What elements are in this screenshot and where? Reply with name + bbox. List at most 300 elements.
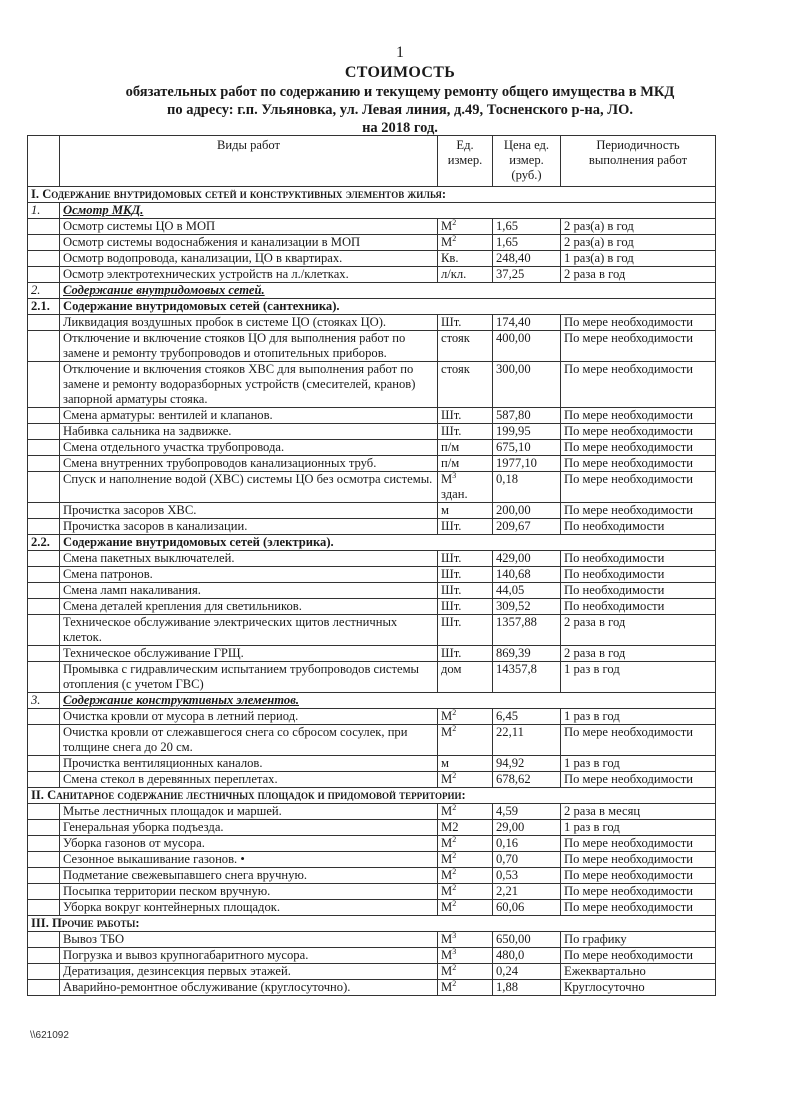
section-title: II. Санитарное содержание лестничных площадок и придомовой территории:: [28, 788, 716, 804]
price-value: 400,00: [493, 331, 561, 362]
header-period-label-2: выполнения работ: [588, 153, 688, 167]
work-name: Очистка кровли от мусора в летний период.: [60, 709, 438, 725]
periodicity-value: 1 раз в год: [561, 820, 716, 836]
unit-value: М: [441, 948, 453, 962]
work-name: Уборка вокруг контейнерных площадок.: [60, 900, 438, 916]
unit-cell: [438, 567, 493, 583]
table-row: [28, 836, 716, 852]
row-number: [28, 472, 60, 503]
table-row: [28, 567, 716, 583]
work-name: Прочистка засоров ХВС.: [60, 503, 438, 519]
table-row: [28, 900, 716, 916]
price-value: 37,25: [493, 267, 561, 283]
work-name: Уборка газонов от мусора.: [60, 836, 438, 852]
work-name: Смена пакетных выключателей.: [60, 551, 438, 567]
work-name: Спуск и наполнение водой (ХВС) системы ЦО без осмотра системы.: [60, 472, 438, 503]
price-value: 14357,8: [493, 662, 561, 693]
price-value: 209,67: [493, 519, 561, 535]
periodicity-value: По мере необходимости: [561, 836, 716, 852]
periodicity-value: По мере необходимости: [561, 472, 716, 503]
table-row: [28, 362, 716, 408]
unit-value: Шт.: [441, 646, 462, 660]
periodicity-value: По необходимости: [561, 567, 716, 583]
unit-cell: [438, 551, 493, 567]
price-value: 29,00: [493, 820, 561, 836]
unit-superscript: 2: [452, 707, 457, 717]
work-name: Набивка сальника на задвижке.: [60, 424, 438, 440]
unit-superscript: 2: [452, 217, 457, 227]
work-name: Вывоз ТБО: [60, 932, 438, 948]
unit-superscript: 2: [452, 962, 457, 972]
unit-value: п/м: [441, 456, 460, 470]
unit-value: М: [441, 932, 453, 946]
work-name: Осмотр МКД.: [60, 203, 716, 219]
unit-superscript: 2: [452, 802, 457, 812]
header-unit-label-2: измер.: [447, 153, 483, 167]
row-number: [28, 646, 60, 662]
table-row: [28, 440, 716, 456]
periodicity-value: 1 раз в год: [561, 662, 716, 693]
unit-value: Шт.: [441, 408, 462, 422]
periodicity-value: Круглосуточно: [561, 980, 716, 996]
work-name: Техническое обслуживание ГРЩ.: [60, 646, 438, 662]
unit-cell: [438, 868, 493, 884]
row-number: [28, 583, 60, 599]
periodicity-value: По мере необходимости: [561, 362, 716, 408]
price-value: 199,95: [493, 424, 561, 440]
row-number: [28, 503, 60, 519]
unit-cell: [438, 472, 493, 503]
unit-cell: [438, 756, 493, 772]
work-name: Смена патронов.: [60, 567, 438, 583]
periodicity-value: По необходимости: [561, 519, 716, 535]
periodicity-value: 2 раз(а) в год: [561, 219, 716, 235]
row-number: [28, 932, 60, 948]
price-value: 2,21: [493, 884, 561, 900]
unit-cell: [438, 932, 493, 948]
row-number: [28, 599, 60, 615]
periodicity-value: По графику: [561, 932, 716, 948]
unit-cell: [438, 772, 493, 788]
table-row: [28, 884, 716, 900]
work-name: Посыпка территории песком вручную.: [60, 884, 438, 900]
table-row: [28, 408, 716, 424]
header-work-type: [60, 136, 438, 187]
row-number: [28, 315, 60, 331]
price-value: 248,40: [493, 251, 561, 267]
periodicity-value: 1 раз в год: [561, 709, 716, 725]
table-row: [28, 964, 716, 980]
unit-value: п/м: [441, 440, 460, 454]
table-row: [28, 424, 716, 440]
work-name: Смена деталей крепления для светильников.: [60, 599, 438, 615]
table-row: [28, 852, 716, 868]
row-number: [28, 852, 60, 868]
work-name: Осмотр электротехнических устройств на л./клетках.: [60, 267, 438, 283]
unit-value: Шт.: [441, 615, 462, 629]
price-value: 300,00: [493, 362, 561, 408]
price-value: 675,10: [493, 440, 561, 456]
price-value: 0,24: [493, 964, 561, 980]
unit-cell: [438, 900, 493, 916]
row-number: [28, 948, 60, 964]
work-name: Смена внутренних трубопроводов канализационных труб.: [60, 456, 438, 472]
unit-value: Шт.: [441, 583, 462, 597]
unit-superscript: 2: [452, 898, 457, 908]
unit-cell: [438, 646, 493, 662]
unit-value: м: [441, 503, 449, 517]
unit-value: М2: [441, 820, 459, 834]
unit-value: М: [441, 980, 453, 994]
unit-superscript: 2: [452, 850, 457, 860]
table-row: [28, 551, 716, 567]
work-name: Осмотр водопровода, канализации, ЦО в квартирах.: [60, 251, 438, 267]
unit-value: М: [441, 772, 453, 786]
table-body: [28, 187, 716, 996]
subsection-row: [28, 693, 716, 709]
periodicity-value: По мере необходимости: [561, 948, 716, 964]
row-number: 1.: [28, 203, 60, 219]
row-number: 3.: [28, 693, 60, 709]
table-row: [28, 251, 716, 267]
row-number: [28, 820, 60, 836]
price-value: 1,88: [493, 980, 561, 996]
periodicity-value: 1 раз в год: [561, 756, 716, 772]
price-value: 140,68: [493, 567, 561, 583]
section-title: III. Прочие работы:: [28, 916, 716, 932]
periodicity-value: По мере необходимости: [561, 772, 716, 788]
table-row: [28, 583, 716, 599]
table-row: [28, 820, 716, 836]
unit-value: М: [441, 219, 453, 233]
table-row: [28, 315, 716, 331]
unit-superscript: 2: [452, 978, 457, 988]
price-value: 4,59: [493, 804, 561, 820]
price-value: 0,70: [493, 852, 561, 868]
row-number: [28, 567, 60, 583]
unit-cell: [438, 267, 493, 283]
header-periodicity: [561, 136, 716, 187]
periodicity-value: По мере необходимости: [561, 868, 716, 884]
table-header-row: [28, 136, 716, 187]
row-number: 2.: [28, 283, 60, 299]
row-number: [28, 440, 60, 456]
subtitle-line-1: обязательных работ по содержанию и текущему ремонту общего имущества в МКД: [125, 84, 675, 100]
cost-table: [27, 135, 716, 996]
unit-value-line-2: здан.: [441, 487, 468, 501]
price-value: 1,65: [493, 219, 561, 235]
periodicity-value: 2 раза в месяц: [561, 804, 716, 820]
unit-cell: [438, 408, 493, 424]
unit-value: М: [441, 868, 453, 882]
unit-value: М: [441, 964, 453, 978]
price-value: 869,39: [493, 646, 561, 662]
periodicity-value: По мере необходимости: [561, 900, 716, 916]
header-price-label-3: (руб.): [511, 168, 542, 182]
table-row: [28, 772, 716, 788]
periodicity-value: Ежеквартально: [561, 964, 716, 980]
table-row: [28, 235, 716, 251]
header-price-label-2: измер.: [509, 153, 544, 167]
work-name: Прочистка вентиляционных каналов.: [60, 756, 438, 772]
row-number: [28, 219, 60, 235]
unit-cell: [438, 964, 493, 980]
periodicity-value: По необходимости: [561, 599, 716, 615]
price-value: 200,00: [493, 503, 561, 519]
header-price-label-1: Цена ед.: [503, 138, 550, 152]
row-number: [28, 836, 60, 852]
work-name: Дератизация, дезинсекция первых этажей.: [60, 964, 438, 980]
unit-value: Шт.: [441, 599, 462, 613]
unit-value: м: [441, 756, 449, 770]
table-row: [28, 725, 716, 756]
subsection-row: [28, 535, 716, 551]
row-number: [28, 331, 60, 362]
unit-value: Шт.: [441, 567, 462, 581]
row-number: [28, 251, 60, 267]
unit-value: Шт.: [441, 315, 462, 329]
price-value: 429,00: [493, 551, 561, 567]
work-name: Осмотр системы ЦО в МОП: [60, 219, 438, 235]
unit-cell: [438, 820, 493, 836]
unit-value: Кв.: [441, 251, 459, 265]
unit-cell: [438, 599, 493, 615]
unit-cell: [438, 456, 493, 472]
header-price: [493, 136, 561, 187]
periodicity-value: 2 раза в год: [561, 615, 716, 646]
table-row: [28, 267, 716, 283]
subtitle-line-3: на 2018 год.: [362, 120, 438, 136]
unit-value: дом: [441, 662, 462, 676]
row-number: [28, 884, 60, 900]
work-name: Смена арматуры: вентилей и клапанов.: [60, 408, 438, 424]
unit-superscript: 2: [452, 866, 457, 876]
unit-value: М: [441, 472, 453, 486]
periodicity-value: По мере необходимости: [561, 456, 716, 472]
row-number: [28, 235, 60, 251]
row-number: [28, 980, 60, 996]
unit-cell: [438, 503, 493, 519]
row-number: [28, 756, 60, 772]
table-row: [28, 599, 716, 615]
unit-value: М: [441, 852, 453, 866]
periodicity-value: По мере необходимости: [561, 503, 716, 519]
periodicity-value: 2 раза в год: [561, 646, 716, 662]
unit-cell: [438, 440, 493, 456]
table-row: [28, 932, 716, 948]
work-name: Содержание внутридомовых сетей (сантехника).: [60, 299, 716, 315]
work-name: Смена отдельного участка трубопровода.: [60, 440, 438, 456]
header-period-label-1: Периодичность: [596, 138, 680, 152]
unit-value: М: [441, 235, 453, 249]
unit-value: стояк: [441, 331, 470, 345]
row-number: 2.1.: [28, 299, 60, 315]
unit-cell: [438, 615, 493, 646]
price-value: 480,0: [493, 948, 561, 964]
price-value: 94,92: [493, 756, 561, 772]
table-row: [28, 219, 716, 235]
row-number: [28, 772, 60, 788]
price-value: 309,52: [493, 599, 561, 615]
work-name: Сезонное выкашивание газонов. •: [60, 852, 438, 868]
unit-cell: [438, 235, 493, 251]
table-row: [28, 756, 716, 772]
unit-value: Шт.: [441, 519, 462, 533]
periodicity-value: По необходимости: [561, 551, 716, 567]
periodicity-value: По мере необходимости: [561, 884, 716, 900]
document-title: СТОИМОСТЬ: [344, 64, 456, 81]
table-row: [28, 646, 716, 662]
section-row: [28, 788, 716, 804]
row-number: [28, 868, 60, 884]
work-name: Осмотр системы водоснабжения и канализации в МОП: [60, 235, 438, 251]
work-name: Прочистка засоров в канализации.: [60, 519, 438, 535]
unit-cell: [438, 362, 493, 408]
unit-value: л/кл.: [441, 267, 467, 281]
unit-superscript: 2: [452, 882, 457, 892]
row-number: [28, 900, 60, 916]
work-name: Очистка кровли от слежавшегося снега со сбросом сосулек, при толщине снега до 20 см.: [60, 725, 438, 756]
price-value: 1357,88: [493, 615, 561, 646]
row-number: [28, 456, 60, 472]
section-row: [28, 187, 716, 203]
unit-superscript: 3: [452, 930, 457, 940]
work-name: Отключение и включение стояков ЦО для выполнения работ по замене и ремонту трубопроводов и отопительных приборов.: [60, 331, 438, 362]
price-value: 44,05: [493, 583, 561, 599]
price-value: 60,06: [493, 900, 561, 916]
work-name: Подметание свежевыпавшего снега вручную.: [60, 868, 438, 884]
periodicity-value: По мере необходимости: [561, 440, 716, 456]
periodicity-value: 2 раз(а) в год: [561, 235, 716, 251]
work-name: Погрузка и вывоз крупногабаритного мусора.: [60, 948, 438, 964]
table-row: [28, 472, 716, 503]
table-row: [28, 456, 716, 472]
table-row: [28, 709, 716, 725]
section-row: [28, 916, 716, 932]
row-number: [28, 424, 60, 440]
periodicity-value: 2 раза в год: [561, 267, 716, 283]
unit-cell: [438, 709, 493, 725]
table-row: [28, 980, 716, 996]
work-name: Смена ламп накаливания.: [60, 583, 438, 599]
periodicity-value: По мере необходимости: [561, 331, 716, 362]
work-name: Содержание внутридомовых сетей.: [60, 283, 716, 299]
header-unit: [438, 136, 493, 187]
unit-cell: [438, 315, 493, 331]
subsection-row: [28, 203, 716, 219]
periodicity-value: По мере необходимости: [561, 315, 716, 331]
header-unit-label-1: Ед.: [456, 138, 474, 152]
table-row: [28, 804, 716, 820]
row-number: [28, 964, 60, 980]
unit-cell: [438, 519, 493, 535]
row-number: [28, 725, 60, 756]
unit-cell: [438, 219, 493, 235]
work-name: Отключение и включения стояков ХВС для выполнения работ по замене и ремонту водоразборных устройств (смесителей, кранов) запорной арматуры стояка.: [60, 362, 438, 408]
work-name: Содержание конструктивных элементов.: [60, 693, 716, 709]
table-row: [28, 948, 716, 964]
unit-superscript: 2: [452, 723, 457, 733]
row-number: [28, 362, 60, 408]
unit-cell: [438, 980, 493, 996]
unit-superscript: 2: [452, 834, 457, 844]
unit-cell: [438, 725, 493, 756]
unit-value: М: [441, 900, 453, 914]
periodicity-value: По мере необходимости: [561, 408, 716, 424]
price-value: 0,18: [493, 472, 561, 503]
subsection-row: [28, 299, 716, 315]
unit-value: Шт.: [441, 551, 462, 565]
unit-value: М: [441, 709, 453, 723]
row-number: [28, 662, 60, 693]
unit-cell: [438, 662, 493, 693]
row-number: [28, 408, 60, 424]
unit-superscript: 2: [452, 233, 457, 243]
price-value: 1,65: [493, 235, 561, 251]
section-title: I. Содержание внутридомовых сетей и конструктивных элементов жилья:: [28, 187, 716, 203]
footer-code: \\621092: [30, 1030, 69, 1041]
unit-cell: [438, 583, 493, 599]
work-name: Смена стекол в деревянных переплетах.: [60, 772, 438, 788]
unit-superscript: 3: [452, 946, 457, 956]
header-work-type-label: Виды работ: [216, 138, 281, 152]
unit-cell: [438, 251, 493, 267]
row-number: [28, 267, 60, 283]
work-name: Мытье лестничных площадок и маршей.: [60, 804, 438, 820]
subsection-row: [28, 283, 716, 299]
subtitle-line-2: по адресу: г.п. Ульяновка, ул. Левая линия, д.49, Тосненского р-на, ЛО.: [166, 102, 633, 118]
periodicity-value: По мере необходимости: [561, 424, 716, 440]
header-number-cell: [28, 136, 60, 187]
work-name: Ликвидация воздушных пробок в системе ЦО (стояках ЦО).: [60, 315, 438, 331]
periodicity-value: По мере необходимости: [561, 852, 716, 868]
unit-value: Шт.: [441, 424, 462, 438]
work-name: Аварийно-ремонтное обслуживание (круглосуточно).: [60, 980, 438, 996]
row-number: [28, 804, 60, 820]
table-row: [28, 868, 716, 884]
work-name: Содержание внутридомовых сетей (электрика).: [60, 535, 716, 551]
periodicity-value: По необходимости: [561, 583, 716, 599]
periodicity-value: По мере необходимости: [561, 725, 716, 756]
price-value: 1977,10: [493, 456, 561, 472]
unit-cell: [438, 804, 493, 820]
price-value: 678,62: [493, 772, 561, 788]
table-row: [28, 519, 716, 535]
row-number: [28, 551, 60, 567]
periodicity-value: 1 раз(а) в год: [561, 251, 716, 267]
price-value: 6,45: [493, 709, 561, 725]
price-value: 174,40: [493, 315, 561, 331]
price-value: 650,00: [493, 932, 561, 948]
row-number: [28, 709, 60, 725]
unit-superscript: 2: [452, 770, 457, 780]
row-number: [28, 615, 60, 646]
table-row: [28, 662, 716, 693]
unit-value: М: [441, 725, 453, 739]
unit-value: М: [441, 836, 453, 850]
price-value: 587,80: [493, 408, 561, 424]
table-row: [28, 331, 716, 362]
work-name: Генеральная уборка подъезда.: [60, 820, 438, 836]
unit-superscript: 3: [452, 470, 457, 480]
unit-value: стояк: [441, 362, 470, 376]
row-number: 2.2.: [28, 535, 60, 551]
price-value: 22,11: [493, 725, 561, 756]
table-row: [28, 615, 716, 646]
page-number: 1: [396, 44, 404, 61]
price-value: 0,16: [493, 836, 561, 852]
unit-cell: [438, 836, 493, 852]
